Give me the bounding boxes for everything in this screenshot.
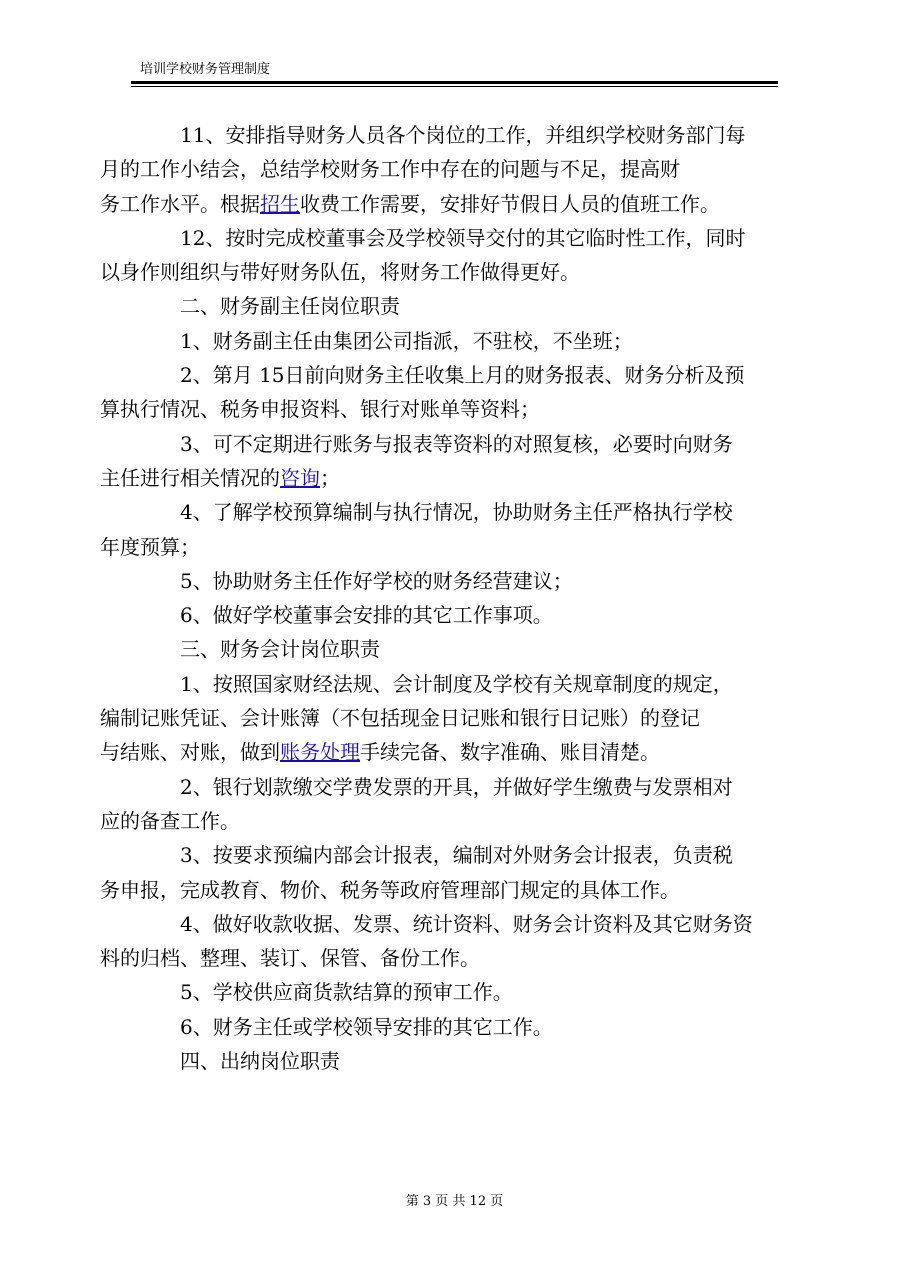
text-line (140, 289, 785, 323)
text-run: 应的备查工作。 (100, 808, 240, 833)
header-title: 培训学校财务管理制度 (140, 62, 271, 77)
text-line (100, 701, 785, 735)
paragraph (140, 598, 785, 632)
text-line (100, 152, 785, 186)
text-line (100, 187, 785, 221)
text-run: 2、银行划款缴交学费发票的开具，并做好学生缴费与发票相对 (180, 774, 733, 799)
text-line (140, 1010, 785, 1044)
text-run: 主任进行相关情况的 (100, 465, 280, 490)
text-run: 手续完备、数字准确、账目清楚。 (360, 740, 660, 765)
text-line (140, 358, 785, 392)
text-line (100, 461, 785, 495)
text-run: 编制记账凭证、会计账簿（不包括现金日记账和银行日记账）的登记 (100, 706, 700, 731)
text-line (100, 530, 785, 564)
text-line (100, 941, 785, 975)
text-line (140, 564, 785, 598)
text-line (140, 667, 785, 701)
page-number: 第 3 页 共 12 页 (405, 1194, 504, 1209)
text-run: 年度预算； (100, 534, 200, 559)
text-line (100, 392, 785, 426)
paragraph (140, 324, 785, 358)
text-line (100, 255, 785, 289)
text-run: 3、按要求预编内部会计报表，编制对外财务会计报表，负责税 (180, 843, 733, 868)
text-run: 以身作则组织与带好财务队伍，将财务工作做得更好。 (100, 260, 580, 285)
text-line (140, 118, 785, 152)
text-run: 6、财务主任或学校领导安排的其它工作。 (180, 1014, 553, 1039)
paragraph (140, 289, 785, 323)
paragraph (100, 838, 785, 907)
text-run: 二、财务副主任岗位职责 (180, 294, 400, 319)
inline-link[interactable]: 咨询 (280, 465, 320, 490)
paragraph (100, 667, 785, 770)
text-run: 算执行情况、税务申报资料、银行对账单等资料； (100, 397, 540, 422)
paragraph (140, 1010, 785, 1044)
header-rule-thick (131, 81, 778, 84)
paragraph (100, 907, 785, 976)
text-run: 收费工作需要，安排好节假日人员的值班工作。 (300, 191, 720, 216)
paragraph (140, 564, 785, 598)
text-run: 11、安排指导财务人员各个岗位的工作，并组织学校财务部门每 (180, 123, 746, 147)
text-line (140, 975, 785, 1009)
paragraph (140, 632, 785, 666)
text-run: 5、协助财务主任作好学校的财务经营建议； (180, 568, 573, 593)
paragraph (100, 427, 785, 496)
paragraph (100, 221, 785, 290)
text-run: 四、出纳岗位职责 (180, 1049, 340, 1074)
paragraph (100, 770, 785, 839)
text-run: 务申报，完成教育、物价、税务等政府管理部门规定的具体工作。 (100, 877, 680, 902)
document-body (100, 118, 785, 1078)
paragraph (140, 1044, 785, 1078)
text-line (140, 598, 785, 632)
text-run: 2、第月 15日前向财务主任收集上月的财务报表、财务分析及预 (180, 363, 745, 388)
paragraph (100, 118, 785, 221)
text-run: 1、按照国家财经法规、会计制度及学校有关规章制度的规定， (180, 671, 733, 696)
text-line (140, 770, 785, 804)
text-run: 月的工作小结会，总结学校财务工作中存在的问题与不足，提高财 (100, 157, 680, 182)
inline-link[interactable]: 账务处理 (280, 740, 360, 765)
text-run: 4、做好收款收据、发票、统计资料、财务会计资料及其它财务资 (180, 911, 753, 936)
text-line (140, 427, 785, 461)
text-run: 务工作水平。根据 (100, 191, 260, 216)
header-rule-thin (131, 86, 778, 87)
text-line (100, 735, 785, 769)
text-line (100, 804, 785, 838)
text-run: 6、做好学校董事会安排的其它工作事项。 (180, 603, 553, 628)
text-line (140, 495, 785, 529)
text-line (140, 221, 785, 255)
inline-link[interactable]: 招生 (260, 191, 300, 216)
text-line (140, 907, 785, 941)
text-line (140, 1044, 785, 1078)
text-run: 料的归档、整理、装订、保管、备份工作。 (100, 946, 480, 971)
paragraph (100, 358, 785, 427)
text-run: 4、了解学校预算编制与执行情况，协助财务主任严格执行学校 (180, 500, 733, 525)
paragraph (100, 495, 785, 564)
text-line (140, 324, 785, 358)
text-run: 1、财务副主任由集团公司指派，不驻校，不坐班； (180, 328, 633, 353)
text-run: 3、可不定期进行账务与报表等资料的对照复核，必要时向财务 (180, 431, 733, 456)
text-line (140, 838, 785, 872)
text-line (100, 873, 785, 907)
text-run: 5、学校供应商货款结算的预审工作。 (180, 980, 513, 1005)
text-run: 三、财务会计岗位职责 (180, 637, 380, 662)
text-run: ； (320, 465, 340, 490)
paragraph (140, 975, 785, 1009)
text-run: 与结账、对账，做到 (100, 740, 280, 765)
text-line (140, 632, 785, 666)
text-run: 12、按时完成校董事会及学校领导交付的其它临时性工作，同时 (180, 225, 746, 250)
